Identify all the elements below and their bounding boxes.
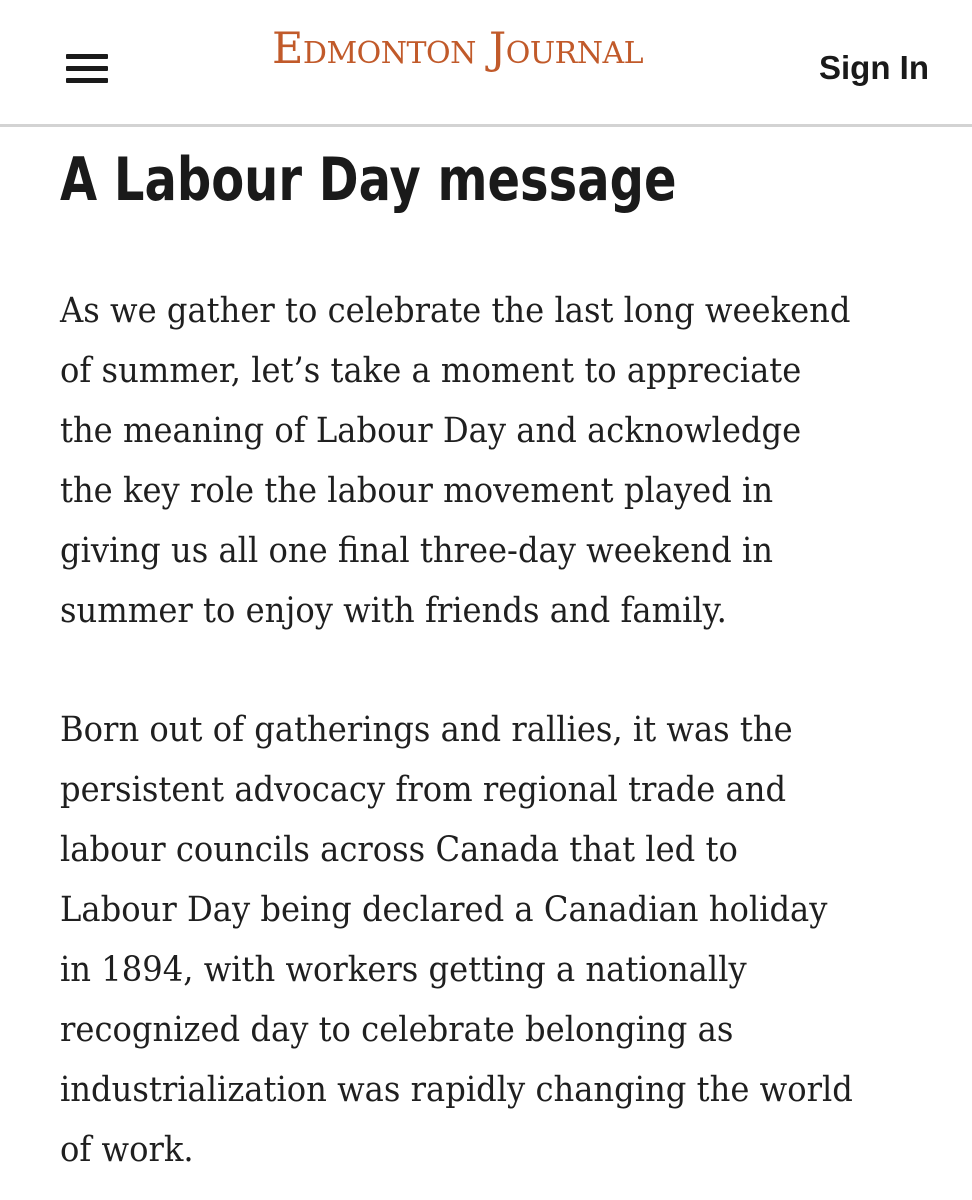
paragraph-line: the key role the labour movement played in: [60, 471, 774, 511]
article-paragraph-2: [60, 700, 960, 1180]
paragraph-line: As we gather to celebrate the last long weekend: [60, 291, 851, 331]
paragraph-line: in 1894, with workers getting a nationally: [60, 950, 747, 990]
paragraph-line: giving us all one final three-day weekend in: [60, 531, 774, 571]
article-paragraph-1: [60, 281, 960, 641]
paragraph-line: labour councils across Canada that led to: [60, 830, 738, 870]
sign-in-link[interactable]: Sign In: [819, 49, 929, 86]
paragraph-line: the meaning of Labour Day and acknowledge: [60, 411, 802, 451]
menu-bar-top: [66, 54, 108, 59]
menu-bar-bottom: [66, 78, 108, 83]
article-headline: A Labour Day message: [60, 145, 677, 215]
paragraph-line: Labour Day being declared a Canadian holiday: [60, 890, 828, 930]
site-header: [0, 0, 972, 127]
paragraph-line: industrialization was rapidly changing the world: [60, 1070, 853, 1110]
menu-bar-middle: [66, 66, 108, 71]
paragraph-line: summer to enjoy with friends and family.: [60, 591, 727, 631]
paragraph-line: Born out of gatherings and rallies, it was the: [60, 710, 793, 750]
paragraph-line: persistent advocacy from regional trade and: [60, 770, 787, 810]
paragraph-line: of summer, let’s take a moment to appreciate: [60, 351, 802, 391]
paragraph-line: recognized day to celebrate belonging as: [60, 1010, 734, 1050]
paragraph-line: of work.: [60, 1130, 194, 1170]
site-logo[interactable]: Edmonton Journal: [272, 24, 644, 74]
hamburger-menu-icon[interactable]: [60, 48, 114, 88]
